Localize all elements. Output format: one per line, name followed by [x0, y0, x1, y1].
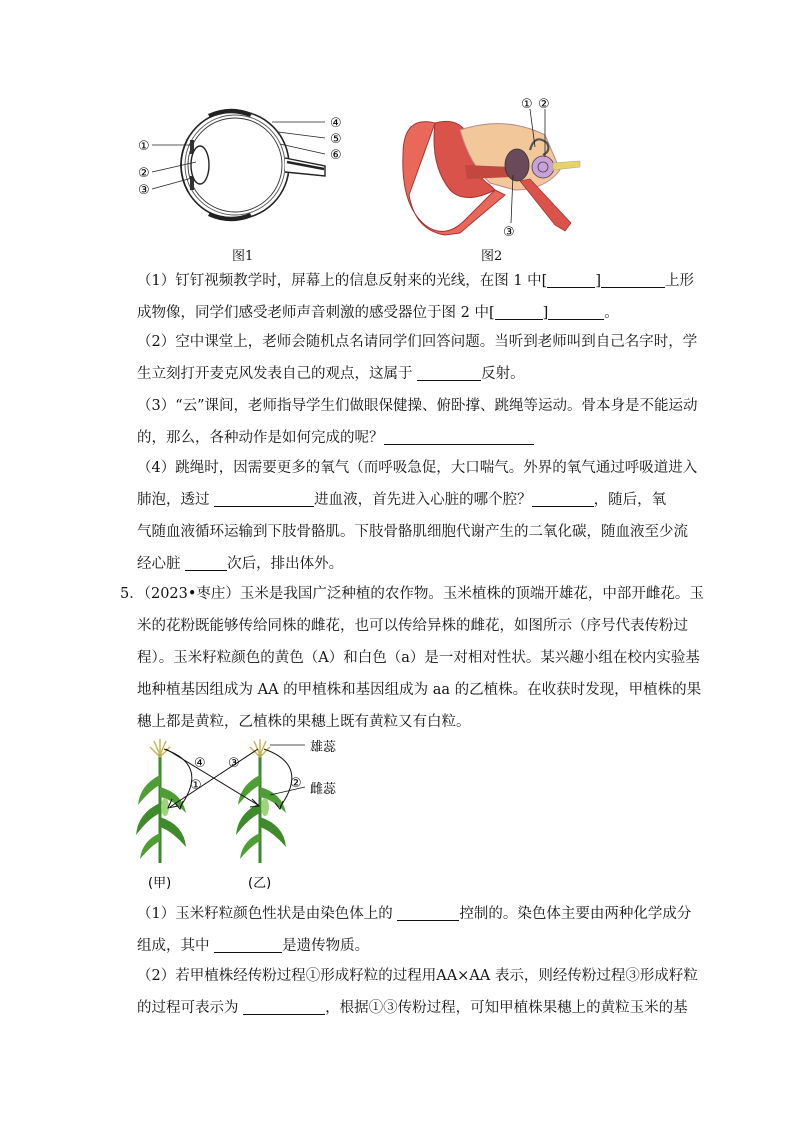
answer-blank[interactable] — [495, 303, 543, 320]
process-label-2: ② — [290, 776, 302, 791]
ear-diagram — [395, 95, 595, 245]
ear-label-1: ① — [521, 97, 533, 112]
corn-diagram — [130, 735, 360, 895]
q5-part1-line2 — [137, 930, 677, 962]
process-label-4: ④ — [194, 756, 206, 771]
q5-part2 — [137, 960, 698, 1024]
stamen-label: 雄蕊 — [310, 740, 337, 755]
text: 反射。 — [481, 366, 525, 382]
text: 。 — [604, 305, 619, 321]
answer-blank[interactable] — [214, 490, 314, 507]
text: 的，那么，各种动作是如何完成的呢？ — [137, 430, 384, 446]
right-plant-caption: (乙) — [248, 876, 272, 891]
lens — [191, 146, 209, 184]
q5-part1-line1 — [137, 898, 692, 930]
answer-blank[interactable] — [185, 554, 227, 571]
ear-figure — [395, 95, 595, 245]
left-plant-caption: (甲) — [148, 876, 172, 891]
text: 组成，其中 — [137, 938, 215, 954]
text: ] — [542, 305, 549, 321]
q4-part1-line1 — [137, 265, 694, 297]
q4-part4-line1: （4）跳绳时，因需要更多的氧气（而呼吸急促，大口喘气。外界的氧气通过呼吸道进入 — [137, 460, 698, 476]
corn-plant-right — [236, 739, 286, 863]
eye-caption: 图1 — [232, 249, 254, 264]
text: 肺泡，透过 — [137, 492, 215, 508]
answer-blank[interactable] — [601, 271, 665, 288]
text: （1）钉钉视频教学时，屏幕上的信息反射来的光线，在图 1 中[ — [137, 273, 548, 289]
eye-label-6: ⑥ — [330, 148, 342, 163]
ear-label-2: ② — [538, 97, 550, 112]
text: 是遗传物质。 — [282, 938, 370, 954]
q5-line4: 地种植基因组成为 AA 的甲植株和基因组成为 aa 的乙植株。在收获时发现，甲植株的果 — [137, 682, 702, 698]
q5-line1: 5．（2023•枣庄）玉米是我国广泛种植的农作物。玉米植株的顶端开雄花，中部开雌花。玉 — [120, 586, 704, 602]
q4-part1-line2 — [137, 297, 677, 329]
q5-part1 — [137, 898, 692, 962]
q4-part4-line2 — [137, 484, 677, 516]
eye-label-5: ⑤ — [330, 132, 342, 147]
q4-part2 — [137, 326, 698, 390]
text: 次后，排出体外。 — [227, 556, 344, 572]
q5-line2: 米的花粉既能够传给同株的雌花，也可以传给异株的雌花，如图所示（序号代表传粉过 — [137, 618, 688, 634]
eye-label-4: ④ — [330, 116, 342, 131]
text: 控制的。染色体主要由两种化学成分 — [459, 906, 692, 922]
q5-stem — [120, 578, 704, 738]
q4-part4-line3: 气随血液循环运输到下肢骨骼肌。下肢骨骼肌细胞代谢产生的二氧化碳，随血液至少流 — [137, 524, 688, 540]
process-label-3: ③ — [228, 756, 240, 771]
eye-label-1: ① — [138, 139, 150, 154]
answer-blank[interactable] — [547, 271, 595, 288]
q4-part3 — [137, 390, 698, 454]
q5-line5: 穗上都是黄粒，乙植株的果穗上既有黄粒又有白粒。 — [137, 714, 471, 730]
pistil-label: 雌蕊 — [310, 782, 337, 797]
q4-part2-line2 — [137, 358, 677, 390]
text: 进血液，首先进入心脏的哪个腔？ — [314, 492, 532, 508]
answer-blank[interactable] — [214, 936, 282, 953]
answer-blank[interactable] — [548, 303, 604, 320]
q4-part4 — [137, 452, 698, 580]
answer-blank[interactable] — [397, 904, 459, 921]
answer-blank[interactable] — [532, 490, 594, 507]
eye-label-2: ② — [138, 166, 150, 181]
answer-blank[interactable] — [384, 428, 534, 445]
text: ，随后，氧 — [593, 492, 667, 508]
q5-part2-line1: （2）若甲植株经传粉过程①形成籽粒的过程用AA×AA 表示，则经传粉过程③形成籽粒 — [137, 968, 698, 984]
q4-part3-line1: （3）“云”课间，老师指导学生们做眼保健操、俯卧撑、跳绳等运动。骨本身是不能运动 — [137, 398, 698, 414]
q4-part2-line1: （2）空中课堂上，老师会随机点名请同学们回答问题。当听到老师叫到自己名字时，学 — [137, 334, 698, 350]
eye-label-3: ③ — [138, 183, 150, 198]
ear-caption: 图2 — [481, 249, 503, 264]
q4-part4-line4 — [137, 548, 677, 580]
answer-blank[interactable] — [417, 364, 481, 381]
q4-part3-line2 — [137, 422, 677, 454]
text: 成物像，同学们感受老师声音刺激的感受器位于图 2 中[ — [137, 305, 495, 321]
text: ，根据①③传粉过程，可知甲植株果穗上的黄粒玉米的基 — [325, 1000, 688, 1016]
text: 生立刻打开麦克风发表自己的观点，这属于 — [137, 366, 418, 382]
text: 经心脏 — [137, 556, 186, 572]
answer-blank[interactable] — [243, 998, 325, 1015]
process-label-1: ① — [190, 778, 202, 793]
text: 上形 — [665, 273, 694, 289]
q4-part1 — [137, 265, 694, 329]
q5-part2-line2 — [137, 992, 688, 1024]
text: （1）玉米籽粒颜色性状是由染色体上的 — [137, 906, 398, 922]
corn-figure — [130, 735, 360, 895]
ear-label-3: ③ — [503, 225, 515, 240]
text: 的过程可表示为 — [137, 1000, 244, 1016]
q5-line3: 程）。玉米籽粒颜色的黄色（A）和白色（a）是一对相对性状。某兴趣小组在校内实验基 — [137, 650, 700, 666]
text: ] — [595, 273, 601, 289]
